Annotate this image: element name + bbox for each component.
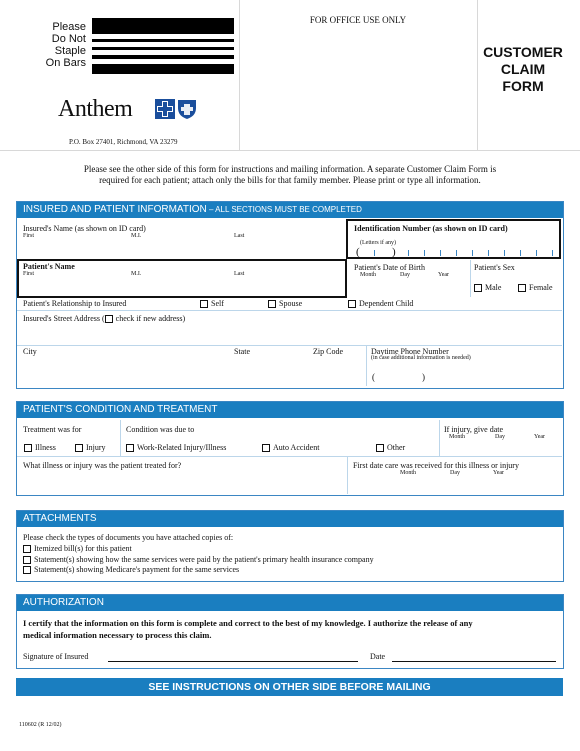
city-state-zip-input[interactable] bbox=[18, 358, 363, 384]
injury-option[interactable] bbox=[75, 443, 106, 452]
staple-line-4: On Bars bbox=[45, 57, 86, 69]
attachment-item[interactable] bbox=[23, 555, 374, 564]
female-checkbox[interactable] bbox=[518, 284, 526, 292]
spouse-checkbox[interactable] bbox=[268, 300, 276, 308]
insured-name-input[interactable] bbox=[18, 219, 346, 259]
attachment-item[interactable] bbox=[23, 544, 132, 553]
logo-wordmark: Anthem bbox=[58, 96, 133, 122]
patient-sex-label: Patient's Sex bbox=[474, 263, 515, 272]
street-address-label bbox=[23, 314, 185, 323]
attachments-intro: Please check the types of documents you have attached copies of: bbox=[23, 533, 234, 542]
street-address-input[interactable] bbox=[18, 324, 560, 344]
office-use-label: FOR OFFICE USE ONLY bbox=[309, 15, 407, 25]
work-related-label: Work-Related Injury/Illness bbox=[137, 443, 227, 452]
injury-date-input[interactable] bbox=[442, 442, 560, 454]
attachment-checkbox[interactable] bbox=[23, 556, 31, 564]
attachment-checkbox[interactable] bbox=[23, 545, 31, 553]
certification-line-1: I certify that the information on this form is complete and correct to the best of my knowledge. I authorize the release of any bbox=[23, 618, 473, 628]
self-option[interactable] bbox=[200, 299, 224, 308]
divider bbox=[470, 260, 471, 297]
female-label: Female bbox=[529, 283, 553, 292]
section-title: AUTHORIZATION bbox=[23, 597, 104, 608]
staple-bar bbox=[92, 39, 234, 42]
phone-note: (in case additional information is needed) bbox=[371, 355, 471, 361]
id-digit-tick bbox=[488, 250, 489, 256]
instructions-bar: SEE INSTRUCTIONS ON OTHER SIDE BEFORE MAILING bbox=[16, 678, 563, 696]
section-header-insured-patient bbox=[17, 202, 563, 218]
divider bbox=[17, 345, 562, 346]
relationship-label: Patient's Relationship to Insured bbox=[23, 299, 127, 308]
section-header-attachments bbox=[17, 511, 563, 527]
staple-bar bbox=[92, 18, 234, 34]
id-number-tick-row bbox=[356, 246, 556, 258]
divider bbox=[366, 346, 367, 386]
new-address-checkbox[interactable] bbox=[105, 315, 113, 323]
id-digit-tick bbox=[472, 250, 473, 256]
staple-warning bbox=[36, 21, 86, 69]
attachment-item[interactable] bbox=[23, 565, 239, 574]
attachment-label: Itemized bill(s) for this patient bbox=[34, 544, 132, 553]
header-bottom-line bbox=[0, 150, 580, 151]
injury-date-label: If injury, give date bbox=[444, 425, 504, 434]
dob-month-label: Month bbox=[360, 272, 377, 278]
signature-label: Signature of Insured bbox=[23, 652, 89, 661]
injury-checkbox[interactable] bbox=[75, 444, 83, 452]
other-checkbox[interactable] bbox=[376, 444, 384, 452]
id-open-paren: ( bbox=[356, 246, 360, 258]
date-label: Date bbox=[370, 652, 386, 661]
treatment-for-label: Treatment was for bbox=[23, 425, 82, 434]
id-digit-tick bbox=[408, 250, 409, 256]
form-title bbox=[478, 44, 568, 95]
patient-name-label: Patient's Name bbox=[23, 262, 75, 271]
letters-if-any-label: (Letters if any) bbox=[360, 240, 396, 246]
intro-text bbox=[0, 164, 580, 186]
dependent-child-label: Dependent Child bbox=[359, 299, 414, 308]
form-title-line: CLAIM bbox=[500, 61, 546, 77]
care-day-label: Day bbox=[450, 470, 460, 476]
divider bbox=[17, 310, 562, 311]
dob-day-label: Day bbox=[400, 272, 410, 278]
illness-label: Illness bbox=[35, 443, 56, 452]
certification-line-2: medical information necessary to process this claim. bbox=[23, 630, 212, 640]
section-title: INSURED AND PATIENT INFORMATION bbox=[23, 204, 207, 215]
dependent-child-checkbox[interactable] bbox=[348, 300, 356, 308]
work-related-checkbox[interactable] bbox=[126, 444, 134, 452]
first-date-care-label: First date care was received for this illness or injury bbox=[353, 461, 519, 470]
form-title-line: FORM bbox=[502, 78, 544, 94]
dob-year-label: Year bbox=[438, 272, 450, 278]
male-label: Male bbox=[485, 283, 502, 292]
id-number-label: Identification Number (as shown on ID card) bbox=[354, 224, 508, 233]
male-checkbox[interactable] bbox=[474, 284, 482, 292]
id-digit-tick bbox=[374, 250, 375, 256]
care-year-label: Year bbox=[493, 470, 505, 476]
self-checkbox[interactable] bbox=[200, 300, 208, 308]
section-header-authorization bbox=[17, 595, 563, 611]
divider bbox=[439, 420, 440, 456]
id-digit-tick bbox=[440, 250, 441, 256]
new-address-note: check if new address) bbox=[113, 314, 186, 323]
patient-dob-input[interactable] bbox=[350, 280, 468, 296]
auto-accident-checkbox[interactable] bbox=[262, 444, 270, 452]
mailing-address: P.O. Box 27401, Richmond, VA 23279 bbox=[69, 138, 178, 146]
first-date-care-input[interactable] bbox=[352, 478, 558, 492]
staple-bar bbox=[92, 55, 234, 59]
section-title-note: – ALL SECTIONS MUST BE COMPLETED bbox=[206, 205, 362, 214]
id-digit-tick bbox=[504, 250, 505, 256]
illness-checkbox[interactable] bbox=[24, 444, 32, 452]
zip-label: Zip Code bbox=[313, 347, 343, 356]
auto-accident-option[interactable] bbox=[262, 443, 319, 452]
condition-due-to-label: Condition was due to bbox=[126, 425, 195, 434]
section-title: ATTACHMENTS bbox=[23, 513, 97, 524]
what-illness-input[interactable] bbox=[18, 472, 343, 492]
insured-last-label: Last bbox=[234, 233, 245, 239]
section-header-condition-treatment bbox=[17, 402, 563, 418]
divider bbox=[120, 420, 121, 456]
spouse-option[interactable] bbox=[268, 299, 302, 308]
id-digit-tick bbox=[520, 250, 521, 256]
other-label: Other bbox=[387, 443, 406, 452]
anthem-logo bbox=[58, 96, 208, 126]
phone-open-paren: ( bbox=[372, 372, 375, 382]
insured-first-label: First bbox=[23, 233, 35, 239]
id-digit-tick bbox=[552, 250, 553, 256]
id-digit-tick bbox=[456, 250, 457, 256]
staple-line-1: Please bbox=[52, 21, 86, 33]
patient-last-label: Last bbox=[234, 271, 245, 277]
self-label: Self bbox=[211, 299, 224, 308]
staple-line-3: Staple bbox=[54, 45, 86, 57]
attachment-label: Statement(s) showing Medicare's payment for the same services bbox=[34, 565, 240, 574]
intro-line-2: required for each patient; attach only the bills for that family member. Please print or type all information. bbox=[99, 175, 481, 185]
staple-bar bbox=[92, 47, 234, 50]
injury-date-year-label: Year bbox=[534, 434, 546, 440]
phone-input[interactable] bbox=[372, 372, 542, 384]
injury-date-day-label: Day bbox=[495, 434, 505, 440]
attachment-checkbox[interactable] bbox=[23, 566, 31, 574]
auto-accident-label: Auto Accident bbox=[273, 443, 320, 452]
blue-cross-blue-shield-icon bbox=[154, 98, 198, 120]
city-label: City bbox=[23, 347, 37, 356]
female-option[interactable] bbox=[518, 283, 553, 292]
id-close-paren: ) bbox=[392, 246, 396, 258]
patient-first-label: First bbox=[23, 271, 35, 277]
staple-bars bbox=[92, 18, 234, 74]
divider bbox=[17, 456, 562, 457]
injury-label: Injury bbox=[86, 443, 106, 452]
patient-dob-label: Patient's Date of Birth bbox=[354, 263, 425, 272]
patient-mi-label: M.I. bbox=[131, 271, 142, 277]
work-related-option[interactable] bbox=[126, 443, 226, 452]
staple-line-2: Do Not bbox=[51, 33, 86, 45]
illness-option[interactable] bbox=[24, 443, 56, 452]
certification-text bbox=[23, 617, 473, 641]
injury-date-month-label: Month bbox=[449, 434, 466, 440]
form-number: 110602 (R 12/02) bbox=[19, 722, 62, 728]
intro-line-1: Please see the other side of this form for instructions and mailing information. A separate Customer Claim Form is bbox=[83, 164, 497, 174]
care-month-label: Month bbox=[400, 470, 417, 476]
phone-close-paren: ) bbox=[422, 372, 425, 382]
dependent-child-option[interactable] bbox=[348, 299, 413, 308]
date-field[interactable] bbox=[392, 661, 556, 662]
street-address-text: Insured's Street Address ( bbox=[23, 314, 105, 323]
state-label: State bbox=[234, 347, 250, 356]
divider bbox=[347, 457, 348, 494]
insured-mi-label: M.I. bbox=[131, 233, 142, 239]
staple-bar bbox=[92, 64, 234, 74]
what-illness-label: What illness or injury was the patient treated for? bbox=[23, 461, 182, 470]
attachment-label: Statement(s) showing how the same services were paid by the patient's primary health insurance company bbox=[34, 555, 374, 564]
id-digit-tick bbox=[424, 250, 425, 256]
other-option[interactable] bbox=[376, 443, 405, 452]
id-digit-tick bbox=[536, 250, 537, 256]
insured-name-label: Insured's Name (as shown on ID card) bbox=[23, 224, 146, 233]
spouse-label: Spouse bbox=[279, 299, 303, 308]
section-title: PATIENT'S CONDITION AND TREATMENT bbox=[23, 404, 218, 415]
daytime-phone-label: Daytime Phone Number bbox=[371, 347, 449, 356]
male-option[interactable] bbox=[474, 283, 501, 292]
signature-field[interactable] bbox=[108, 661, 358, 662]
form-title-line: CUSTOMER bbox=[483, 44, 563, 60]
